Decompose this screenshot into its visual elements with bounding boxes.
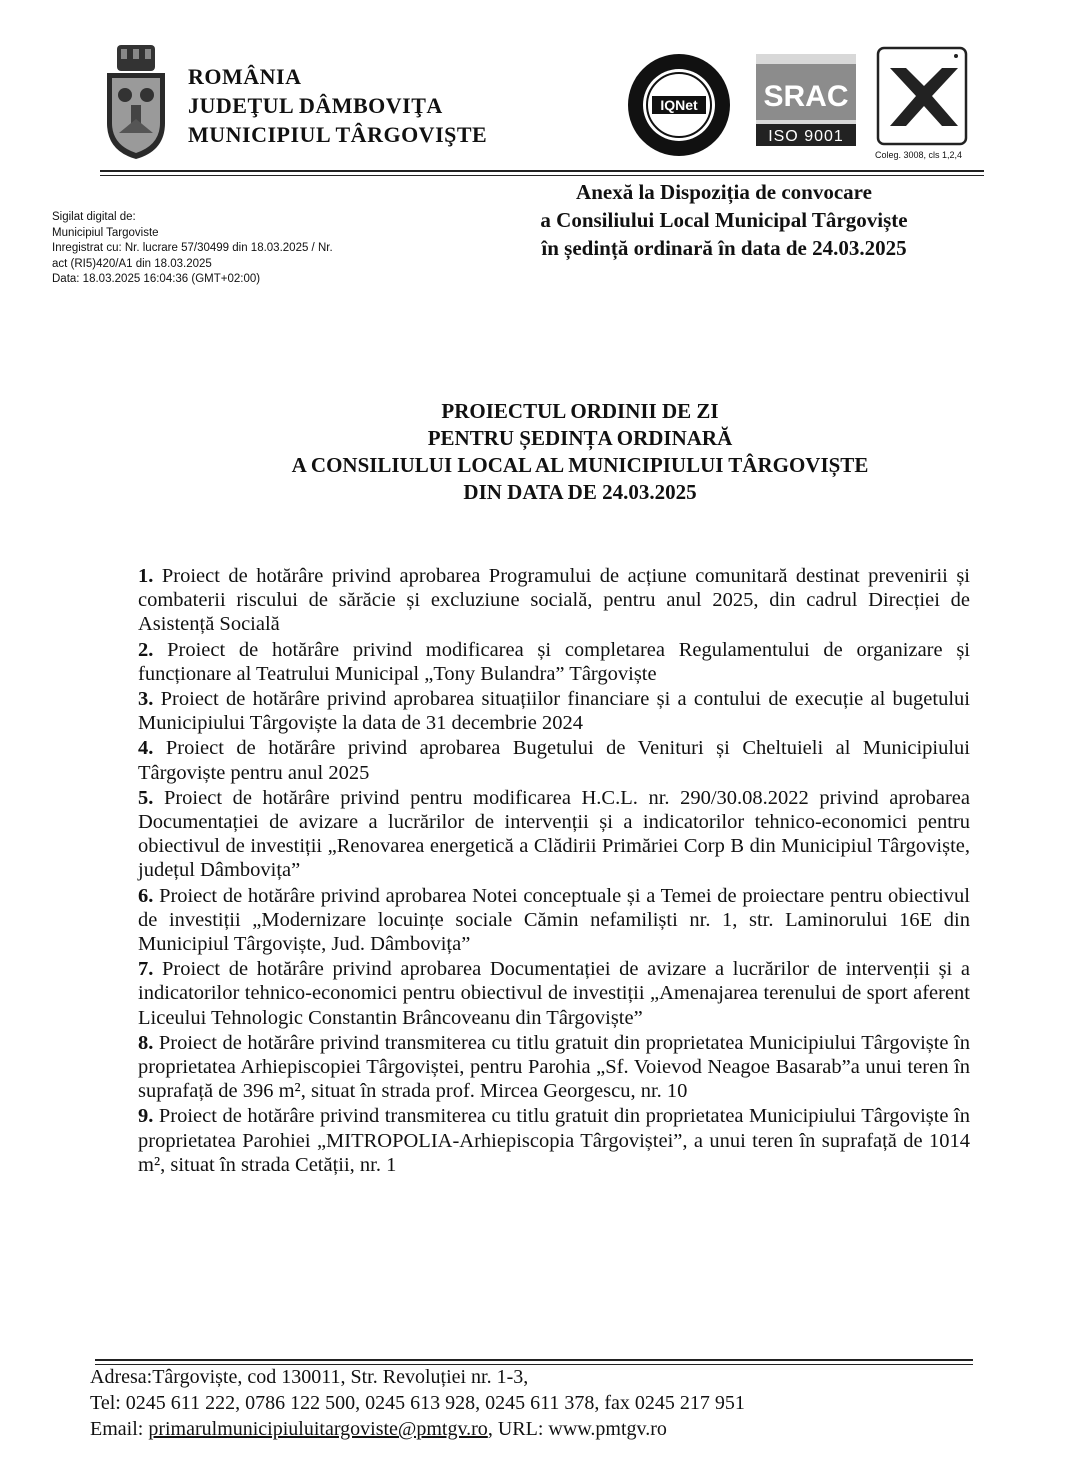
seal-line: Municipiul Targoviste bbox=[52, 226, 159, 239]
digital-seal-info bbox=[52, 210, 333, 288]
accreditation-x-logo bbox=[876, 46, 968, 146]
agenda-item bbox=[138, 1104, 970, 1177]
agenda-item bbox=[138, 564, 970, 637]
footer-email-row bbox=[90, 1416, 745, 1442]
agenda-item bbox=[138, 884, 970, 957]
title-line: PENTRU ȘEDINȚA ORDINARĂ bbox=[427, 426, 733, 450]
iqnet-certification-logo bbox=[626, 52, 732, 158]
agenda-item-number: 1. bbox=[138, 565, 154, 587]
agenda-item bbox=[138, 957, 970, 1030]
seal-line: Data: 18.03.2025 16:04:36 (GMT+02:00) bbox=[52, 273, 261, 285]
header-divider bbox=[100, 170, 984, 172]
footer-phone: Tel: 0245 611 222, 0786 122 500, 0245 613 928, 0245 611 378, fax 0245 217 951 bbox=[90, 1392, 745, 1414]
iqnet-label: IQNet bbox=[660, 97, 698, 113]
agenda-item bbox=[138, 638, 970, 686]
agenda-item-text: Proiect de hotărâre privind pentru modificarea H.C.L. nr. 290/30.08.2022 privind aprobarea Documentației de avizare a lucrărilor de intervenții și a indicatorilor tehnico-economici pentru obiectivul de investiții „Renovarea energetică a Clădirii Primăriei Corp B din Municipiul Târgoviște, județul Dâmbovița” bbox=[138, 786, 970, 882]
srac-iso-label: ISO 9001 bbox=[768, 128, 844, 145]
agenda-item-number: 4. bbox=[138, 737, 154, 760]
srac-certification-logo bbox=[756, 54, 856, 146]
annex-line: a Consiliului Local Municipal Târgoviște bbox=[540, 208, 908, 232]
header-municipality: MUNICIPIUL TÂRGOVIŞTE bbox=[188, 122, 488, 147]
seal-line: Inregistrat cu: Nr. lucrare 57/30499 din 18.03.2025 / Nr. bbox=[52, 242, 333, 254]
institution-header bbox=[188, 62, 487, 149]
email-link[interactable]: primarulmunicipiuluitargoviste@pmtgv.ro bbox=[148, 1418, 488, 1440]
document-title bbox=[200, 398, 960, 506]
footer-address: Adresa:Târgoviște, cod 130011, Str. Revoluției nr. 1-3, bbox=[90, 1366, 529, 1388]
agenda-item bbox=[138, 687, 970, 735]
url-label: , URL: bbox=[487, 1418, 549, 1440]
seal-line: act (RI5)420/A1 din 18.03.2025 bbox=[52, 257, 212, 270]
agenda-item-text: Proiect de hotărâre privind aprobarea Bugetului de Venituri și Cheltuieli al Municipiului Târgoviște pentru anul 2025 bbox=[138, 737, 970, 784]
agenda-list bbox=[138, 564, 970, 1178]
seal-line: Sigilat digital de: bbox=[52, 211, 136, 223]
title-line: PROIECTUL ORDINII DE ZI bbox=[441, 399, 719, 423]
coat-of-arms-icon bbox=[103, 43, 169, 161]
header-country: ROMÂNIA bbox=[188, 64, 302, 89]
agenda-item-text: Proiect de hotărâre privind aprobarea situațiilor financiare și a contului de execuție al bugetului Municipiului Târgoviște la data de 31 decembrie 2024 bbox=[138, 688, 970, 735]
annex-line: în ședință ordinară în data de 24.03.2025 bbox=[541, 236, 907, 260]
agenda-item bbox=[138, 736, 970, 784]
header-county: JUDEŢUL DÂMBOVIŢA bbox=[188, 93, 443, 118]
annex-line: Anexă la Dispoziția de convocare bbox=[576, 180, 872, 204]
agenda-item-number: 7. bbox=[138, 958, 154, 981]
agenda-item-number: 6. bbox=[138, 884, 154, 907]
agenda-item bbox=[138, 1031, 970, 1104]
email-label: Email: bbox=[90, 1418, 149, 1440]
title-line: A CONSILIULUI LOCAL AL MUNICIPIULUI TÂRGOVIȘTE bbox=[291, 453, 869, 477]
srac-label: SRAC bbox=[763, 80, 849, 113]
footer-contact bbox=[90, 1364, 745, 1442]
title-line: DIN DATA DE 24.03.2025 bbox=[463, 480, 697, 504]
agenda-item-text: Proiect de hotărâre privind transmiterea cu titlu gratuit din proprietatea Municipiului Târgoviște în proprietatea Arhiepiscopiei Târgoviștei, pentru Parohia „Sf. Voievod Neagoe Basarab”a unui teren în suprafață de 396 m², situat în strada prof. Mircea Georgescu, nr. 10 bbox=[138, 1031, 970, 1103]
agenda-item-text: Proiect de hotărâre privind aprobarea Programului de acțiune comunitară destinat prevenirii și combaterii riscului de sărăcie și excluziune socială, pentru anul 2025, din cadrul Direcției de Asistență Socială bbox=[138, 565, 970, 636]
annex-note bbox=[500, 178, 948, 262]
agenda-item-text: Proiect de hotărâre privind transmiterea cu titlu gratuit din proprietatea Municipiului Târgoviște în proprietatea Parohiei „MITROPOLIA-Arhiepiscopia Târgoviștei”, a unui teren în suprafață de 1014 m², situat în strada Cetății, nr. 1 bbox=[138, 1105, 970, 1176]
agenda-item-text: Proiect de hotărâre privind aprobarea Notei conceptuale și a Temei de proiectare pentru obiectivul de investiții „Modernizare locuințe sociale Cămin nefamiliști nr. 1, str. Laminorului 16E din Municipiul Târgoviște, Jud. Dâmbovița” bbox=[138, 884, 970, 956]
agenda-item-number: 9. bbox=[138, 1105, 154, 1128]
coleg-note: Coleg. 3008, cls 1,2,4 bbox=[875, 150, 963, 160]
agenda-item-number: 8. bbox=[138, 1031, 154, 1054]
agenda-item-number: 3. bbox=[138, 688, 154, 711]
agenda-item-number: 2. bbox=[138, 638, 154, 661]
agenda-item-number: 5. bbox=[138, 786, 154, 809]
website-link[interactable]: www.pmtgv.ro bbox=[548, 1418, 667, 1440]
header-divider-thin bbox=[100, 175, 984, 176]
footer-divider bbox=[95, 1359, 973, 1361]
agenda-item bbox=[138, 786, 970, 883]
agenda-item-text: Proiect de hotărâre privind aprobarea Documentației de avizare a lucrărilor de intervenții și a indicatorilor tehnico-economici pentru obiectivul de investiții „Amenajarea terenului de sport aferent Liceului Tehnologic Constantin Brâncoveanu din Târgoviște” bbox=[138, 958, 970, 1029]
agenda-item-text: Proiect de hotărâre privind modificarea și completarea Regulamentului de organizare și funcționare al Teatrului Municipal „Tony Bulandra” Târgoviște bbox=[138, 638, 970, 685]
